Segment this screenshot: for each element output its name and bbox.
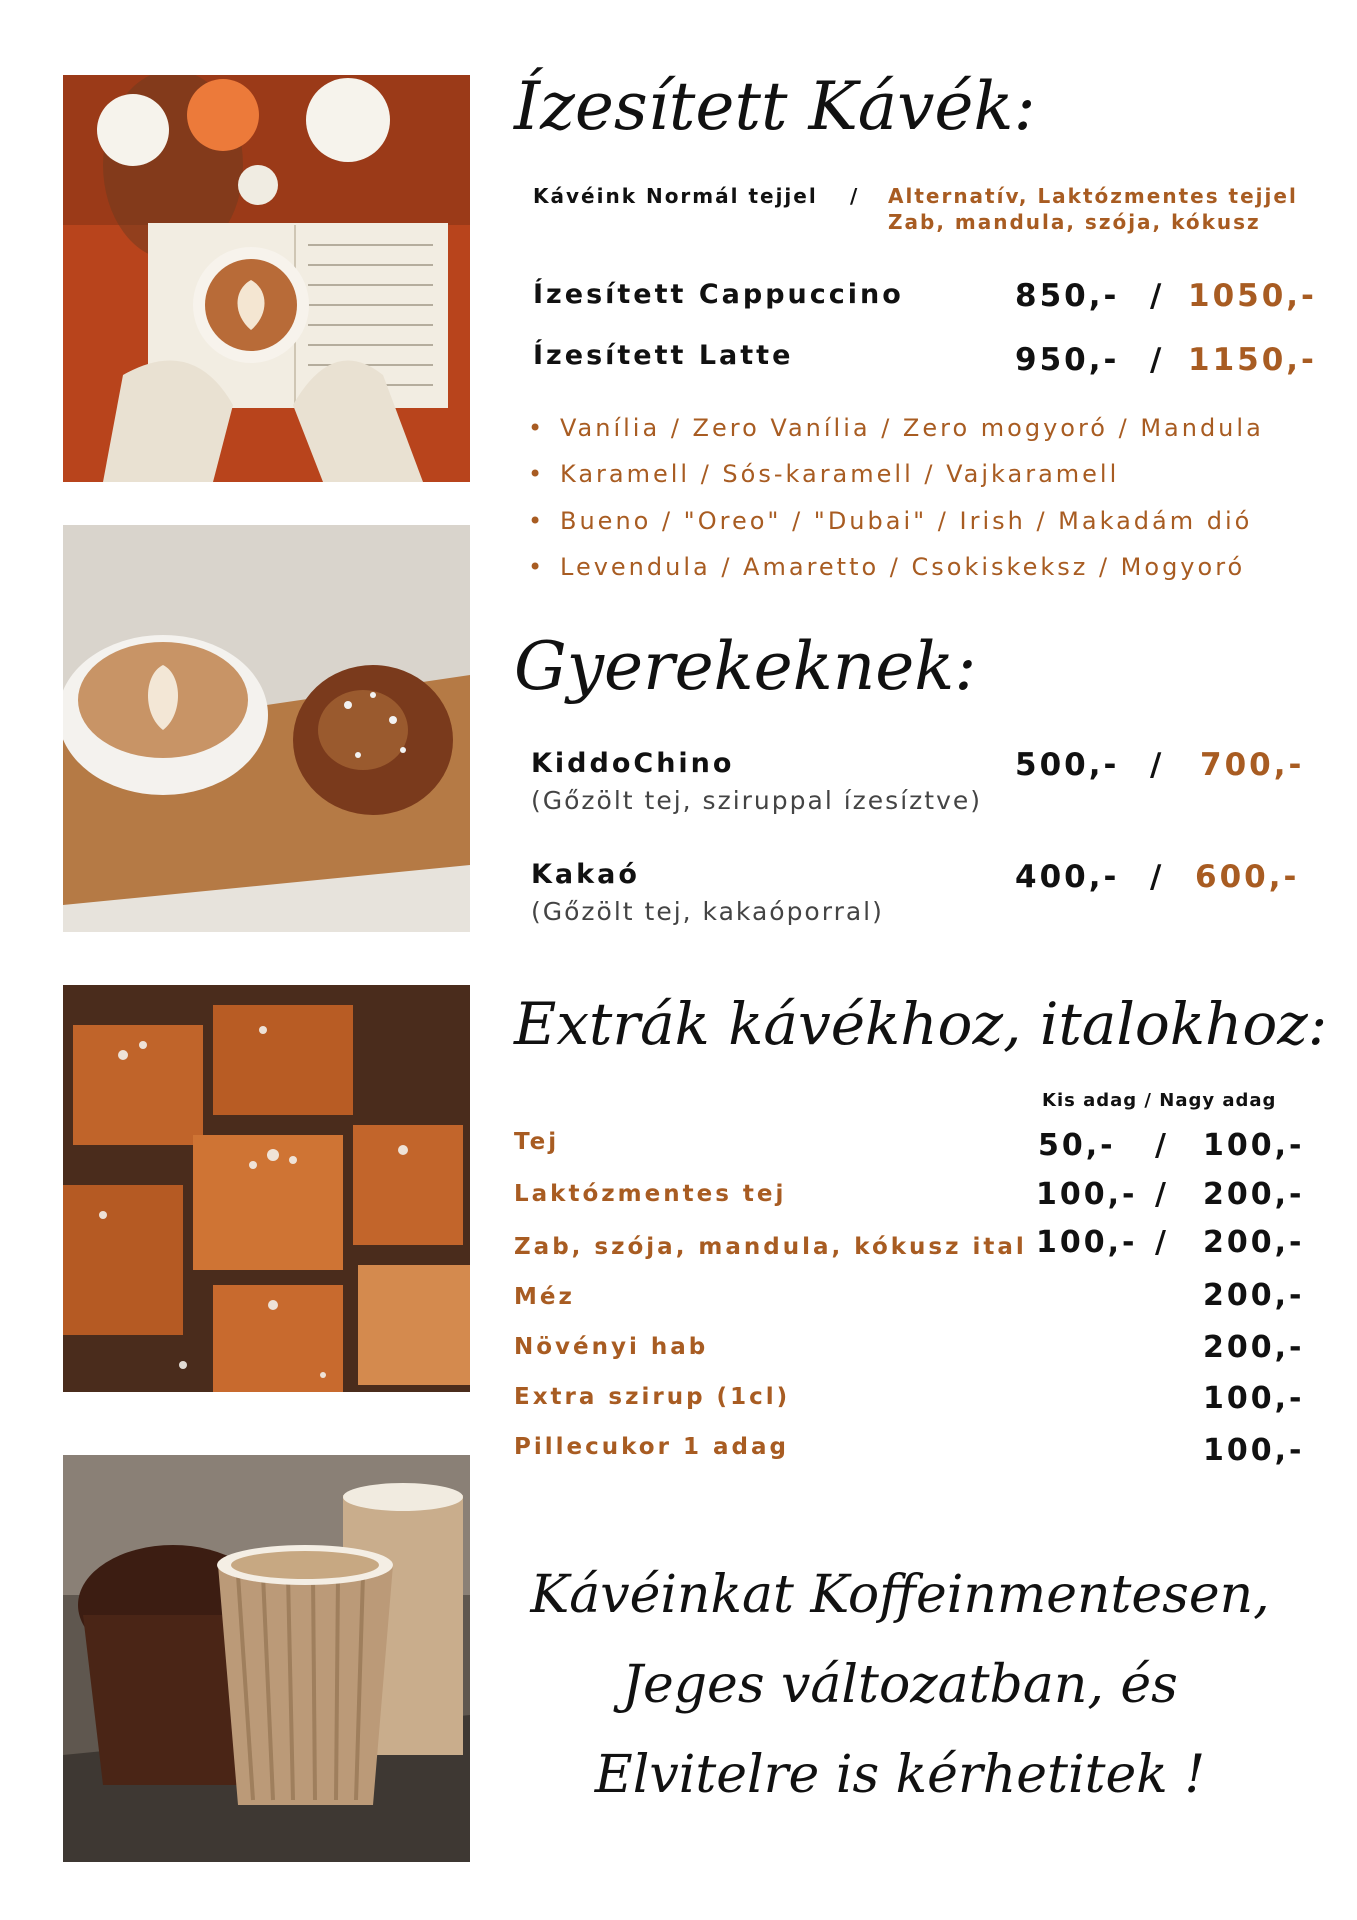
section-title-flavored: Ízesített Kávék: bbox=[514, 68, 1036, 145]
price-cappuccino-normal: 850,- bbox=[1015, 278, 1120, 314]
extra-name-mez: Méz bbox=[514, 1284, 575, 1310]
extra-name-tej: Tej bbox=[514, 1129, 560, 1155]
extra-name-pillecukor: Pillecukor 1 adag bbox=[514, 1434, 789, 1460]
extra-large-szirup: 100,- bbox=[1203, 1381, 1305, 1416]
note-separator: / bbox=[850, 184, 860, 208]
size-header: Kis adag / Nagy adag bbox=[1042, 1090, 1277, 1111]
section-title-extras: Extrák kávékhoz, italokhoz: bbox=[514, 990, 1328, 1058]
extra-small-laktozmentes: 100,- bbox=[1036, 1177, 1138, 1212]
extra-large-novenyi-hab: 200,- bbox=[1203, 1330, 1305, 1365]
extra-large-tej: 100,- bbox=[1203, 1128, 1305, 1163]
section-title-kids: Gyerekeknek: bbox=[514, 628, 977, 705]
price-latte-normal: 950,- bbox=[1015, 342, 1120, 378]
photo-salted-caramel bbox=[63, 985, 470, 1392]
price-kiddochino-alt: 700,- bbox=[1200, 747, 1305, 783]
price-cappuccino-alt: 1050,- bbox=[1188, 278, 1317, 314]
extra-small-tej: 50,- bbox=[1038, 1128, 1116, 1163]
price-cappuccino-sep: / bbox=[1150, 278, 1165, 314]
extra-large-mez: 200,- bbox=[1203, 1278, 1305, 1313]
price-latte-alt: 1150,- bbox=[1188, 342, 1317, 378]
item-desc-kakao: (Gőzölt tej, kakaóporral) bbox=[531, 897, 884, 926]
price-latte-sep: / bbox=[1150, 342, 1165, 378]
extra-sep-plant-milk: / bbox=[1155, 1225, 1169, 1260]
extra-sep-tej: / bbox=[1155, 1128, 1169, 1163]
extra-large-plant-milk: 200,- bbox=[1203, 1225, 1305, 1260]
note-alternative-milk: Alternatív, Laktózmentes tejjel bbox=[888, 184, 1298, 208]
note-normal-milk: Kávéink Normál tejjel bbox=[533, 184, 818, 208]
extra-large-pillecukor: 100,- bbox=[1203, 1433, 1305, 1468]
extra-name-szirup: Extra szirup (1cl) bbox=[514, 1384, 791, 1410]
flavor-list-item: • Levendula / Amaretto / Csokiskeksz / Mogyoró bbox=[528, 553, 1245, 581]
extra-sep-laktozmentes: / bbox=[1155, 1177, 1169, 1212]
note-alternative-list: Zab, mandula, szója, kókusz bbox=[888, 210, 1261, 234]
price-kakao-normal: 400,- bbox=[1015, 859, 1120, 895]
flavor-list-item: • Vanília / Zero Vanília / Zero mogyoró / Mandula bbox=[528, 414, 1264, 442]
extra-name-laktozmentes: Laktózmentes tej bbox=[514, 1181, 787, 1207]
closing-line-1: Kávéinkat Koffeinmentesen, bbox=[530, 1565, 1270, 1625]
price-kakao-alt: 600,- bbox=[1195, 859, 1300, 895]
flavor-list-item: • Bueno / "Oreo" / "Dubai" / Irish / Makadám dió bbox=[528, 507, 1252, 535]
extra-large-laktozmentes: 200,- bbox=[1203, 1177, 1305, 1212]
closing-line-2: Jeges változatban, és bbox=[622, 1655, 1178, 1715]
photo-muffin-cups bbox=[63, 1455, 470, 1862]
item-name-latte: Ízesített Latte bbox=[533, 340, 794, 371]
item-desc-kiddochino: (Gőzölt tej, sziruppal ízesíztve) bbox=[531, 786, 982, 815]
price-kiddochino-sep: / bbox=[1150, 747, 1165, 783]
extra-name-novenyi-hab: Növényi hab bbox=[514, 1334, 709, 1360]
extra-name-plant-milk: Zab, szója, mandula, kókusz ital bbox=[514, 1234, 1027, 1260]
item-name-cappuccino: Ízesített Cappuccino bbox=[533, 279, 904, 310]
extra-small-plant-milk: 100,- bbox=[1036, 1225, 1138, 1260]
price-kakao-sep: / bbox=[1150, 859, 1165, 895]
price-kiddochino-normal: 500,- bbox=[1015, 747, 1120, 783]
closing-line-3: Elvitelre is kérhetitek ! bbox=[594, 1745, 1206, 1805]
item-name-kiddochino: KiddoChino bbox=[531, 748, 735, 779]
photo-latte-pumpkins bbox=[63, 75, 470, 482]
photo-coffee-pastry bbox=[63, 525, 470, 932]
item-name-kakao: Kakaó bbox=[531, 859, 640, 890]
flavor-list-item: • Karamell / Sós-karamell / Vajkaramell bbox=[528, 460, 1119, 488]
